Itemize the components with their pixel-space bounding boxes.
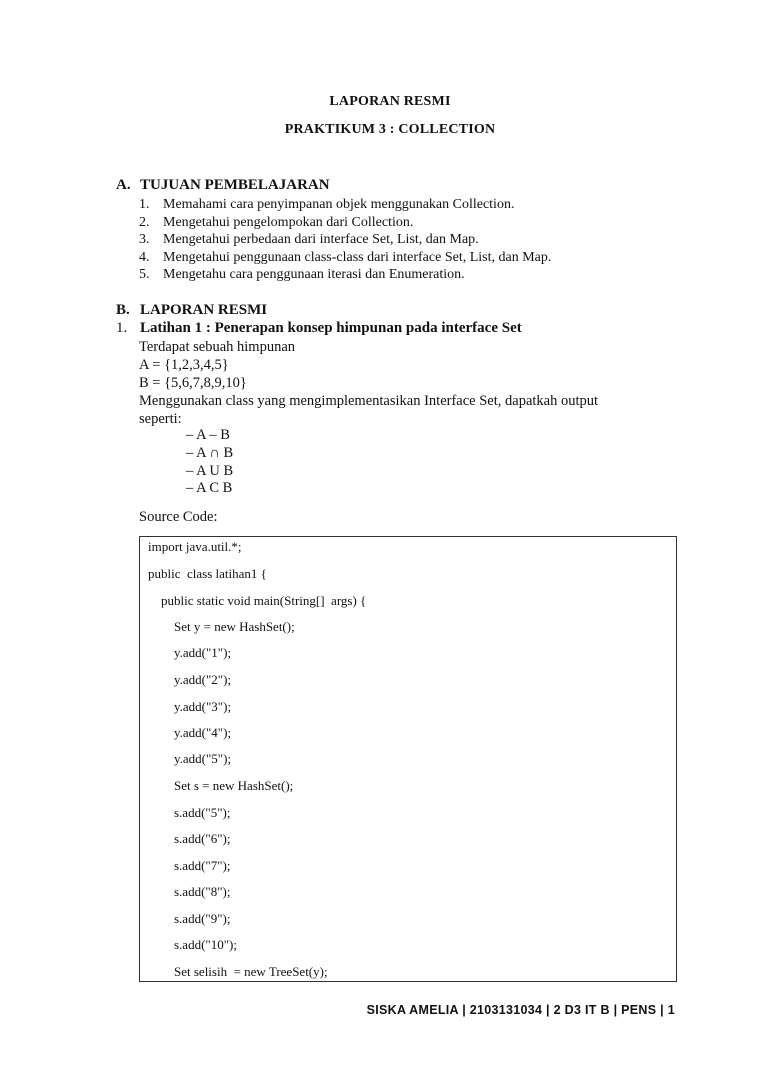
code-line: public class latihan1 { [148, 566, 267, 581]
source-code-label: Source Code: [139, 509, 218, 525]
list-item-number: 4. [139, 249, 150, 265]
list-item-text: Mengetahu cara penggunaan iterasi dan Enumeration. [163, 267, 465, 283]
operations-list [186, 427, 233, 498]
code-line: s.add("6"); [148, 831, 231, 846]
exercise-1-title: Latihan 1 : Penerapan konsep himpunan pada interface Set [140, 320, 522, 336]
code-line: y.add("2"); [148, 672, 232, 687]
code-line: s.add("9"); [148, 911, 231, 926]
section-a-label: A. [116, 177, 131, 193]
list-item [139, 214, 551, 232]
set-a-definition: A = {1,2,3,4,5} [139, 357, 229, 373]
list-item: – A U B [186, 462, 234, 479]
code-line: s.add("10"); [148, 937, 237, 952]
code-line: s.add("7"); [148, 858, 231, 873]
report-title: LAPORAN RESMI [329, 94, 451, 109]
list-item [139, 231, 551, 249]
list-item-text: Memahami cara penyimpanan objek menggunakan Collection. [163, 197, 515, 212]
code-line: y.add("5"); [148, 751, 232, 766]
list-item: – A ∩ B [186, 444, 234, 461]
section-b-title: LAPORAN RESMI [140, 302, 268, 318]
source-code-box [139, 536, 677, 982]
intro-text: Terdapat sebuah himpunan [139, 339, 296, 355]
list-item: – A C B [186, 480, 233, 497]
list-item-number: 5. [139, 267, 150, 283]
code-line: public static void main(String[] args) { [148, 593, 367, 608]
list-item-number: 1. [139, 197, 150, 212]
code-line: Set selisih = new TreeSet(y); [148, 964, 328, 979]
code-line: y.add("4"); [148, 725, 232, 740]
code-line: Set y = new HashSet(); [148, 619, 295, 634]
list-item-text: Mengetahui penggunaan class-class dari interface Set, List, dan Map. [163, 249, 552, 265]
code-line: Set s = new HashSet(); [148, 778, 294, 793]
list-item [139, 196, 551, 214]
list-item [139, 266, 551, 284]
section-b-heading [116, 302, 267, 319]
exercise-1-heading [116, 320, 522, 337]
code-line: s.add("8"); [148, 884, 231, 899]
list-item-text: Mengetahui perbedaan dari interface Set, List, dan Map. [163, 232, 479, 248]
code-line: y.add("3"); [148, 699, 232, 714]
page-footer: SISKA AMELIA | 2103131034 | 2 D3 IT B | PENS | 1 [366, 1003, 675, 1017]
code-line: y.add("1"); [148, 645, 232, 660]
objectives-list [139, 196, 551, 284]
list-item-number: 2. [139, 214, 150, 230]
code-line: s.add("5"); [148, 805, 231, 820]
section-a-title: TUJUAN PEMBELAJARAN [140, 177, 330, 193]
section-b-label: B. [116, 302, 130, 318]
instruction-text: Menggunakan class yang mengimplementasikan Interface Set, dapatkah output seperti: [139, 393, 599, 427]
exercise-1-number: 1. [116, 320, 128, 336]
list-item [139, 249, 551, 267]
section-a-heading [116, 177, 330, 194]
list-item-text: Mengetahui pengelompokan dari Collection. [163, 214, 414, 230]
code-line: import java.util.*; [148, 539, 242, 554]
list-item: – A – B [186, 427, 230, 443]
list-item-number: 3. [139, 232, 150, 248]
report-subtitle: PRAKTIKUM 3 : COLLECTION [284, 122, 496, 137]
set-b-definition: B = {5,6,7,8,9,10} [139, 375, 247, 391]
